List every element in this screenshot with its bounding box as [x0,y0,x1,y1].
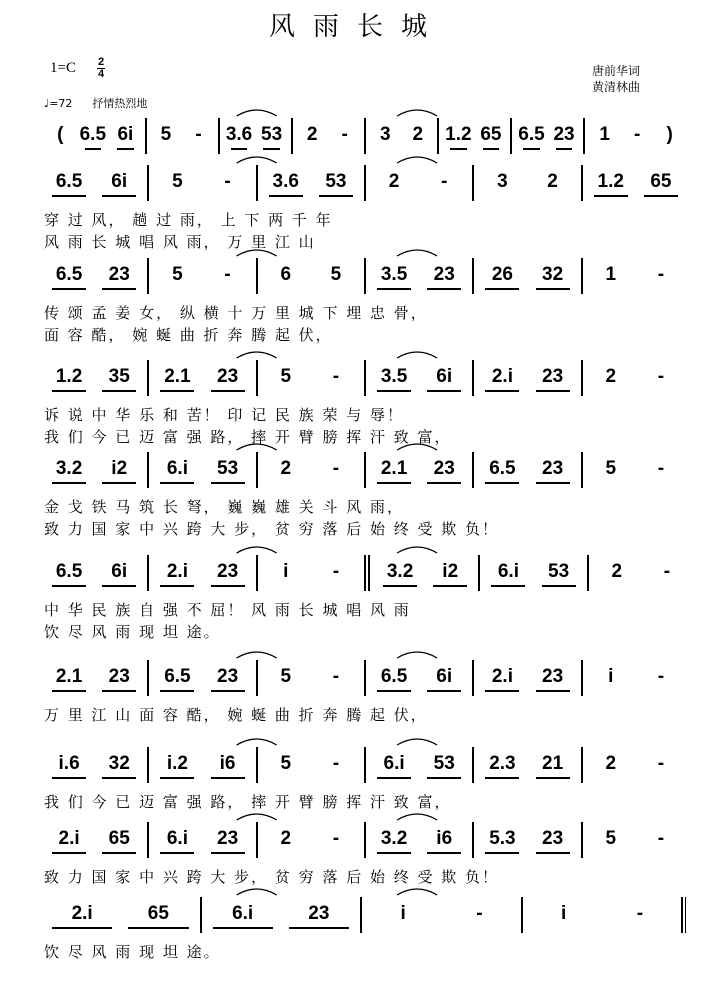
note-group: 23 [108,666,130,687]
note-group: 2 [547,171,558,192]
note-group: 32 [542,264,564,285]
note-group: 5 [280,753,292,774]
note-group: 6.i [497,561,519,582]
note-group: 1.2 [55,366,83,387]
barline [256,452,258,488]
beam-underline [485,690,519,692]
beam-underline [160,690,194,692]
barline [147,555,149,591]
note-group: - [633,124,641,145]
beam-underline [427,690,461,692]
note-group: ( [57,124,64,145]
note-group: - [332,753,340,774]
note-group: i6 [436,828,453,849]
note-group: 53 [217,458,239,479]
beam-underline [85,148,102,150]
note-group: 6.5 [55,264,83,285]
note-group: 53 [261,124,283,145]
note-group: 23 [217,666,239,687]
note-group: 1.2 [445,124,472,145]
note-group: 2 [306,124,318,145]
beam-underline [377,482,411,484]
barline [147,360,149,396]
note-group: i [608,666,614,687]
barline [256,555,258,591]
note-group: 1.2 [597,171,624,192]
note-group: 2.1 [164,366,191,387]
note-group: 2 [280,828,292,849]
note-group: 3.2 [55,458,83,479]
lyricist-credit: 唐前华词 [592,64,641,78]
beam-underline [102,390,136,392]
barline [581,822,583,858]
note-group: 3.2 [386,561,414,582]
note-group: i.6 [58,753,80,774]
beam-underline [485,852,519,854]
note-group: 5 [280,666,292,687]
beam-underline [536,852,570,854]
slur [237,889,277,895]
barline [581,258,583,294]
barline [685,897,686,933]
barline [437,118,439,154]
notation-line [44,165,686,201]
note-group: - [663,561,671,582]
slur [237,739,277,745]
note-group: 2 [611,561,623,582]
notation-line [44,897,686,933]
lyric-line: 致 力 国 家 中 兴 跨 大 步， 贫 穷 落 后 始 终 受 欺 负！ [44,520,500,538]
beam-underline [536,482,570,484]
slur [237,652,277,658]
beam-underline [536,288,570,290]
beam-underline [491,585,525,587]
note-group: 5 [160,124,172,145]
lyric-line: 饮 尽 风 雨 现 坦 途。 [44,623,221,641]
note-group: 23 [553,124,575,145]
barline [145,118,147,154]
barline [147,165,149,201]
beam-underline [523,148,540,150]
note-group: - [195,124,202,145]
note-group: 6i [436,366,453,387]
note-group: 23 [542,458,564,479]
beam-underline [102,195,136,197]
beam-underline [427,390,461,392]
barline [472,258,474,294]
slur [397,889,437,895]
barline [364,452,366,488]
barline [364,660,366,696]
barline [364,822,366,858]
barline [587,555,589,591]
notation-line [44,822,686,858]
tempo-marking [44,95,147,111]
note-group: 35 [108,366,130,387]
note-group: 6.5 [79,124,107,145]
note-group: i [400,903,406,924]
beam-underline [211,690,245,692]
lyric-line: 万 里 江 山 面 容 酷， 婉 蜒 曲 折 奔 腾 起 伏， [44,706,428,724]
note-group: 2 [605,366,617,387]
note-group: 23 [217,828,239,849]
notation-line [44,452,686,488]
beam-underline [102,852,136,854]
slur [237,814,277,820]
barline [360,897,362,933]
beam-underline [485,482,519,484]
barline [581,747,583,783]
note-group: 23 [108,264,130,285]
beam-underline [427,288,461,290]
beam-underline [644,195,678,197]
slur [237,157,277,163]
beam-underline [160,585,194,587]
note-group: 23 [217,561,239,582]
beam-underline [377,852,411,854]
note-group: - [636,903,644,924]
beam-underline [102,482,136,484]
note-group: 1 [605,264,617,285]
barline [472,822,474,858]
note-group: 65 [480,124,502,145]
notation-line [44,660,686,696]
beam-underline [102,690,136,692]
note-group: 6i [111,171,128,192]
note-group: 3.6 [272,171,299,192]
note-group: 5.3 [489,828,516,849]
note-group: i [560,903,567,924]
slur [237,110,277,116]
lyric-line: 致 力 国 家 中 兴 跨 大 步， 贫 穷 落 后 始 终 受 欺 负！ [44,868,500,886]
beam-underline [289,927,349,929]
lyric-line: 中 华 民 族 自 强 不 屈！ 风 雨 长 城 唱 风 雨 [44,601,411,619]
barline [218,118,220,154]
lyric-line: 诉 说 中 华 乐 和 苦！ 印 记 民 族 荣 与 辱！ [44,406,404,424]
expression-marking: 抒情热烈地 [92,97,148,110]
note-group: 5 [172,171,183,192]
barline [256,165,258,201]
note-group: i6 [219,753,236,774]
beam-underline [269,195,303,197]
note-group: - [332,828,340,849]
note-group: 2.1 [380,458,408,479]
note-group: 6.5 [164,666,191,687]
beam-underline [536,777,570,779]
beam-underline [52,390,86,392]
time-signature [97,57,105,80]
slur [397,547,437,553]
note-group: - [657,366,665,387]
beam-underline [160,852,194,854]
beam-underline [52,195,86,197]
beam-underline [319,195,353,197]
note-group: 3 [497,171,508,192]
barline [581,452,583,488]
beam-underline [102,288,136,290]
slur [397,814,437,820]
slur [397,157,437,163]
note-group: 65 [108,828,130,849]
note-group: 2.1 [55,666,83,687]
lyric-line: 饮 尽 风 雨 现 坦 途。 [44,943,221,961]
beam-underline [427,482,461,484]
note-group: - [657,753,665,774]
composer-credit: 黄清林曲 [592,80,641,94]
note-group: 32 [108,753,130,774]
barline [681,897,683,933]
barline [472,747,474,783]
beam-underline [52,927,112,929]
barline [364,258,366,294]
barline [478,555,480,591]
note-group: 2 [280,458,292,479]
barline [364,555,366,591]
note-group: - [657,666,665,687]
barline [581,360,583,396]
notation-line [44,118,686,154]
note-group: 3.6 [225,124,253,145]
lyric-line: 金 戈 铁 马 筑 长 弩， 巍 巍 雄 关 斗 风 雨， [44,498,404,516]
beam-underline [52,482,86,484]
note-group: i2 [111,458,128,479]
note-group: 23 [542,366,564,387]
note-group: 6.i [383,753,405,774]
barline [364,747,366,783]
note-group: 2.i [58,828,80,849]
note-group: 6 [280,264,292,285]
note-group: 2 [388,171,400,192]
notation-line [44,360,686,396]
barline [147,822,149,858]
note-group: 6i [436,666,453,687]
beam-underline [450,148,467,150]
note-group: - [476,903,483,924]
beam-underline [128,927,188,929]
beam-underline [211,852,245,854]
beam-underline [263,148,280,150]
meter-bottom: 4 [97,68,105,80]
note-group: - [332,666,340,687]
barline [472,360,474,396]
beam-underline [483,148,500,150]
lyric-line: 我 们 今 已 迈 富 强 路， 摔 开 臂 膀 挥 汗 致 富， [44,428,452,446]
barline [147,452,149,488]
song-title: 风雨长城 [268,12,445,42]
note-group: 2 [412,124,424,145]
barline [583,118,585,154]
note-group: 6.5 [55,171,83,192]
beam-underline [594,195,628,197]
note-group: 3.2 [380,828,408,849]
barline [368,555,370,591]
note-group: 6.i [232,903,254,924]
note-group: 3 [379,124,391,145]
beam-underline [536,690,570,692]
note-group: 6.5 [489,458,516,479]
note-group: 5 [605,828,617,849]
barline [364,118,366,154]
note-group: - [657,828,665,849]
beam-underline [52,288,86,290]
notation-line [44,747,686,783]
note-group: i [283,561,289,582]
note-group: 6.5 [380,666,408,687]
note-group: 23 [433,264,455,285]
note-group: 26 [491,264,513,285]
note-group: - [657,264,665,285]
note-group: - [657,458,665,479]
lyric-line: 风 雨 长 城 唱 风 雨， 万 里 江 山 [44,233,316,251]
barline [256,660,258,696]
lyric-line: 穿 过 风， 趟 过 雨， 上 下 两 千 年 [44,211,333,229]
barline [364,165,366,201]
beam-underline [231,148,248,150]
note-group: 6.5 [55,561,83,582]
beam-underline [556,148,573,150]
note-group: 6.i [166,458,188,479]
beam-underline [213,927,273,929]
note-group: 6.i [166,828,188,849]
beam-underline [102,777,136,779]
note-group: 23 [308,903,330,924]
beam-underline [160,390,194,392]
barline [472,452,474,488]
barline [472,660,474,696]
note-group: - [332,366,340,387]
slur [397,352,437,358]
barline [200,897,202,933]
note-group: 23 [217,366,239,387]
key-signature: 1=C [50,60,76,76]
beam-underline [427,777,461,779]
note-group: 5 [280,366,292,387]
note-group: - [332,458,340,479]
note-group: 5 [172,264,183,285]
notation-line [44,258,686,294]
barline [147,258,149,294]
beam-underline [542,585,576,587]
note-group: 3.5 [380,366,408,387]
note-group: 3.5 [380,264,408,285]
barline [147,747,149,783]
beam-underline [160,482,194,484]
note-group: 6i [111,561,128,582]
slur [237,352,277,358]
beam-underline [211,482,245,484]
beam-underline [211,585,245,587]
beam-underline [377,690,411,692]
note-group: i2 [442,561,459,582]
barline [510,118,512,154]
note-group: - [332,561,340,582]
slur [397,110,437,116]
note-group: 65 [650,171,672,192]
note-group: 6.5 [518,124,545,145]
barline [364,360,366,396]
beam-underline [377,288,411,290]
note-group: 53 [325,171,347,192]
note-group: 2.i [491,366,513,387]
beam-underline [117,148,134,150]
barline [256,822,258,858]
barline [291,118,293,154]
beam-underline [485,288,519,290]
barline [521,897,523,933]
note-group: 2 [605,753,617,774]
note-group: 6i [117,124,134,145]
beam-underline [485,777,519,779]
meter-top: 2 [97,56,105,68]
barline [472,165,474,201]
note-group: 23 [542,828,564,849]
beam-underline [102,585,136,587]
beam-underline [52,852,86,854]
note-group: 2.i [166,561,188,582]
note-group: 5 [605,458,617,479]
lyric-line: 面 容 酷， 婉 蜒 曲 折 奔 腾 起 伏， [44,326,333,344]
beam-underline [433,585,467,587]
beam-underline [52,690,86,692]
beam-underline [383,585,417,587]
note-group: 23 [433,458,455,479]
barline [256,258,258,294]
notation-line [44,555,686,591]
note-group: 21 [542,753,564,774]
note-group: 53 [433,753,455,774]
beam-underline [485,390,519,392]
lyric-line: 我 们 今 已 迈 富 强 路， 摔 开 臂 膀 挥 汗 致 富， [44,793,452,811]
note-group: - [341,124,348,145]
note-group: ) [666,124,673,145]
beam-underline [160,777,194,779]
barline [256,747,258,783]
note-group: i.2 [166,753,188,774]
note-group: - [441,171,448,192]
note-group: 23 [542,666,564,687]
beam-underline [52,777,86,779]
barline [147,660,149,696]
beam-underline [52,585,86,587]
slur [397,739,437,745]
slur [237,547,277,553]
beam-underline [536,390,570,392]
note-group: - [224,171,231,192]
note-group: - [224,264,231,285]
barline [256,360,258,396]
note-group: 2.i [491,666,513,687]
lyric-line: 传 颂 孟 姜 女， 纵 横 十 万 里 城 下 埋 忠 骨， [44,304,428,322]
barline [581,660,583,696]
note-group: 53 [548,561,570,582]
slur [397,652,437,658]
note-group: 65 [147,903,169,924]
note-group: 5 [330,264,342,285]
beam-underline [211,777,245,779]
beam-underline [377,777,411,779]
beam-underline [211,390,245,392]
note-group: 2.i [71,903,93,924]
beam-underline [427,852,461,854]
barline [581,165,583,201]
beam-underline [377,390,411,392]
note-group: 2.3 [489,753,516,774]
tempo-value: ♩=72 [44,97,73,110]
note-group: 1 [599,124,610,145]
